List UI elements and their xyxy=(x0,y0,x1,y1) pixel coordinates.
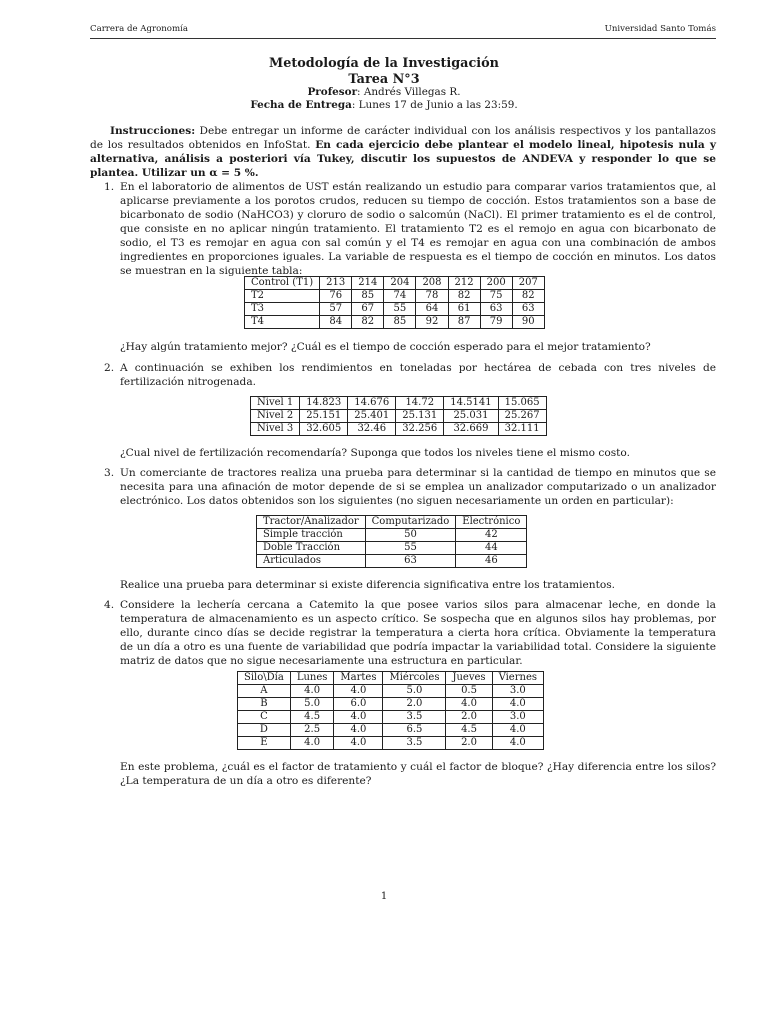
table-cell: 4.0 xyxy=(492,724,543,737)
table-cell: E xyxy=(238,737,291,750)
table-cell: 44 xyxy=(456,542,527,555)
table-cell: 67 xyxy=(352,303,384,316)
due-date-line xyxy=(0,99,768,111)
problem-2-text: A continuación se exhiben los rendimientos en toneladas por hectárea de cebada con tres niveles de fertilización nitrogenada. xyxy=(120,362,716,388)
table-row xyxy=(257,555,527,568)
table-cell: 32.256 xyxy=(396,423,444,436)
table-cell: 14.72 xyxy=(396,397,444,410)
table-cell: 82 xyxy=(512,290,544,303)
table-cell: 200 xyxy=(480,277,512,290)
table-row xyxy=(251,423,547,436)
table-cell: Computarizado xyxy=(365,516,456,529)
table-row xyxy=(238,685,544,698)
table-cell: Silo\Día xyxy=(238,672,291,685)
table-cell: 76 xyxy=(320,290,352,303)
table-cell: 214 xyxy=(352,277,384,290)
table-cell: T2 xyxy=(245,290,320,303)
table-cell: 25.131 xyxy=(396,410,444,423)
problem-4-question: En este problema, ¿cuál es el factor de tratamiento y cuál el factor de bloque? ¿Hay diferencia entre los silos?¿La temperatura de un día a otro es diferente? xyxy=(120,761,716,787)
table-row xyxy=(238,724,544,737)
table-cell: 6.0 xyxy=(334,698,383,711)
table-cell: 4.0 xyxy=(492,737,543,750)
task-title: Tarea N°3 xyxy=(348,72,420,87)
problem-1-question: ¿Hay algún tratamiento mejor? ¿Cuál es el tiempo de cocción esperado para el mejor tratamiento? xyxy=(120,341,651,353)
table-cell: Articulados xyxy=(257,555,366,568)
table-cell: 3.5 xyxy=(383,711,446,724)
table-cell: 32.669 xyxy=(444,423,498,436)
table-cell: 213 xyxy=(320,277,352,290)
table-cell: T4 xyxy=(245,316,320,329)
table-cell: 85 xyxy=(384,316,416,329)
table-cell: 57 xyxy=(320,303,352,316)
table-cell: 14.676 xyxy=(348,397,396,410)
table-cell: 63 xyxy=(512,303,544,316)
table-cell: Doble Tracción xyxy=(257,542,366,555)
table-cell: 84 xyxy=(320,316,352,329)
table-cell: 25.031 xyxy=(444,410,498,423)
table-cell: Martes xyxy=(334,672,383,685)
table-cell: 14.823 xyxy=(300,397,348,410)
table-row xyxy=(245,290,545,303)
table-row xyxy=(257,529,527,542)
table-cell: 55 xyxy=(365,542,456,555)
table-cell: 207 xyxy=(512,277,544,290)
table-cell: 79 xyxy=(480,316,512,329)
table-row xyxy=(245,316,545,329)
table-row xyxy=(257,542,527,555)
table-row xyxy=(238,737,544,750)
table-cell: 4.0 xyxy=(334,711,383,724)
table-cell: 4.0 xyxy=(290,685,334,698)
table-row xyxy=(251,410,547,423)
problem-3-number: 3. xyxy=(104,467,115,479)
table-cell: C xyxy=(238,711,291,724)
professor-label: Profesor xyxy=(307,86,358,98)
table-row xyxy=(238,711,544,724)
table-row xyxy=(245,277,545,290)
table-cell: 25.401 xyxy=(348,410,396,423)
course-title: Metodología de la Investigación xyxy=(269,56,499,71)
table-cell: 4.0 xyxy=(290,737,334,750)
table-cell: 3.5 xyxy=(383,737,446,750)
table-cell: Nivel 2 xyxy=(251,410,300,423)
table-cell: 32.111 xyxy=(498,423,546,436)
instructions-text: Debe entregar un informe de carácter individual con los análisis respectivos y los pantallazos de los resultados obtenidos en InfoStat. xyxy=(90,125,716,151)
table-cell: 4.0 xyxy=(492,698,543,711)
table-cell: 2.0 xyxy=(446,711,492,724)
table-cell: 4.0 xyxy=(334,724,383,737)
table-cell: 4.0 xyxy=(334,737,383,750)
table-cell: 42 xyxy=(456,529,527,542)
table-cell: Nivel 3 xyxy=(251,423,300,436)
table-cell: Jueves xyxy=(446,672,492,685)
table-cell: 82 xyxy=(352,316,384,329)
table-cell: 0.5 xyxy=(446,685,492,698)
table-cell: 204 xyxy=(384,277,416,290)
table-cell: 14.5141 xyxy=(444,397,498,410)
instructions-bold: En cada ejercicio debe plantear el modelo lineal, hipotesis nula y alternativa, análisis a posteriori vía Tukey, discutir los supuestos de ANDEVA y responder lo que se plantea. Utilizar un xyxy=(90,139,716,179)
problem-2-number: 2. xyxy=(104,362,115,374)
table-cell: Nivel 1 xyxy=(251,397,300,410)
table-cell: Lunes xyxy=(290,672,334,685)
problem-4-number: 4. xyxy=(104,599,115,611)
problem-2-question: ¿Cual nivel de fertilización recomendaría? Suponga que todos los niveles tiene el mismo costo. xyxy=(120,447,630,459)
table-cell: 90 xyxy=(512,316,544,329)
table-cell: Miércoles xyxy=(383,672,446,685)
table-cell: 6.5 xyxy=(383,724,446,737)
table-cell: D xyxy=(238,724,291,737)
instructions-label: Instrucciones: xyxy=(110,125,196,137)
table-cell: 4.0 xyxy=(446,698,492,711)
table-cell: 208 xyxy=(416,277,448,290)
alpha-value: α = 5 %. xyxy=(209,167,259,179)
table-cell: 3.0 xyxy=(492,711,543,724)
table-cell: 32.46 xyxy=(348,423,396,436)
table-row xyxy=(245,303,545,316)
problem-1-table xyxy=(244,276,545,329)
table-cell: 63 xyxy=(365,555,456,568)
table-cell: 25.267 xyxy=(498,410,546,423)
problem-3-table xyxy=(256,515,527,568)
table-cell: 212 xyxy=(448,277,480,290)
problem-1-text: En el laboratorio de alimentos de UST están realizando un estudio para comparar varios tratamientos que, al aplicarse previamente a los porotos crudos, reducen su tiempo de cocción. Estos tratamientos son a base de bicarbonato de sodio (NaHCO3) y cloruro de sodio o salcomún (NaCl). El primer tratamiento es el de control, que consiste en no aplicar ningún tratamiento. El tratamiento T2 es el remojo en agua con bicarbonato de sodio, el T3 es remojar en agua con sal común y el T4 es remojar en agua con una combinación de ambos ingredientes en proporciones iguales. La variable de respuesta es el tiempo de cocción en minutos. Los datos se muestran en la siguiente tabla: xyxy=(120,181,716,277)
running-header xyxy=(90,24,716,39)
due-label: Fecha de Entrega xyxy=(250,99,352,111)
table-cell: 85 xyxy=(352,290,384,303)
table-row xyxy=(257,516,527,529)
table-cell: 5.0 xyxy=(290,698,334,711)
table-cell: Simple tracción xyxy=(257,529,366,542)
table-cell: 50 xyxy=(365,529,456,542)
table-cell: Tractor/Analizador xyxy=(257,516,366,529)
table-cell: T3 xyxy=(245,303,320,316)
table-cell: Viernes xyxy=(492,672,543,685)
table-cell: 64 xyxy=(416,303,448,316)
table-cell: 55 xyxy=(384,303,416,316)
table-cell: 92 xyxy=(416,316,448,329)
problem-4-table xyxy=(237,671,544,750)
table-cell: 61 xyxy=(448,303,480,316)
table-row xyxy=(238,698,544,711)
table-cell: A xyxy=(238,685,291,698)
header-right: Universidad Santo Tomás xyxy=(604,24,716,34)
problem-1-number: 1. xyxy=(104,181,115,193)
problem-3-question: Realice una prueba para determinar si existe diferencia significativa entre los tratamientos. xyxy=(120,579,616,591)
table-cell: 75 xyxy=(480,290,512,303)
table-cell: 15.065 xyxy=(498,397,546,410)
table-cell: 63 xyxy=(480,303,512,316)
problem-2-table xyxy=(250,396,547,436)
table-cell: 82 xyxy=(448,290,480,303)
table-cell: Electrónico xyxy=(456,516,527,529)
problem-4-text: Considere la lechería cercana a Catemito la que posee varios silos para almacenar leche, en donde la temperatura de almacenamiento es un aspecto crítico. Se sospecha que en algunos silos hay problemas, por ello, durante cinco días se decide registrar la temperatura a cierta hora crítica. Obviamente la temperatura de un día a otro es una fuente de variabilidad que podría impactar la variabilidad total. Considere la siguiente matriz de datos que no sigue necesariamente una estructura en particular. xyxy=(120,599,716,667)
table-cell: 32.605 xyxy=(300,423,348,436)
table-row xyxy=(251,397,547,410)
table-cell: 87 xyxy=(448,316,480,329)
table-cell: 4.5 xyxy=(290,711,334,724)
table-cell: B xyxy=(238,698,291,711)
table-cell: 74 xyxy=(384,290,416,303)
table-cell: 4.5 xyxy=(446,724,492,737)
table-cell: 5.0 xyxy=(383,685,446,698)
table-cell: Control (T1) xyxy=(245,277,320,290)
due-value: : Lunes 17 de Junio a las 23:59. xyxy=(351,99,518,111)
header-left: Carrera de Agronomía xyxy=(90,24,189,34)
table-cell: 46 xyxy=(456,555,527,568)
table-cell: 3.0 xyxy=(492,685,543,698)
professor-value: : Andrés Villegas R. xyxy=(357,86,461,98)
table-cell: 25.151 xyxy=(300,410,348,423)
table-cell: 4.0 xyxy=(334,685,383,698)
table-cell: 2.0 xyxy=(383,698,446,711)
table-cell: 2.0 xyxy=(446,737,492,750)
professor-line xyxy=(0,86,768,98)
problem-3-text: Un comerciante de tractores realiza una prueba para determinar si la cantidad de tiempo en minutos que se necesita para una afinación de motor depende de si se emplea un analizador computarizado o un analizador electrónico. Los datos obtenidos son los siguientes (no siguen necesariamente un orden en particular): xyxy=(120,467,716,507)
page-number: 1 xyxy=(380,891,388,902)
instructions-paragraph xyxy=(90,124,716,180)
table-cell: 2.5 xyxy=(290,724,334,737)
table-row xyxy=(238,672,544,685)
table-cell: 78 xyxy=(416,290,448,303)
